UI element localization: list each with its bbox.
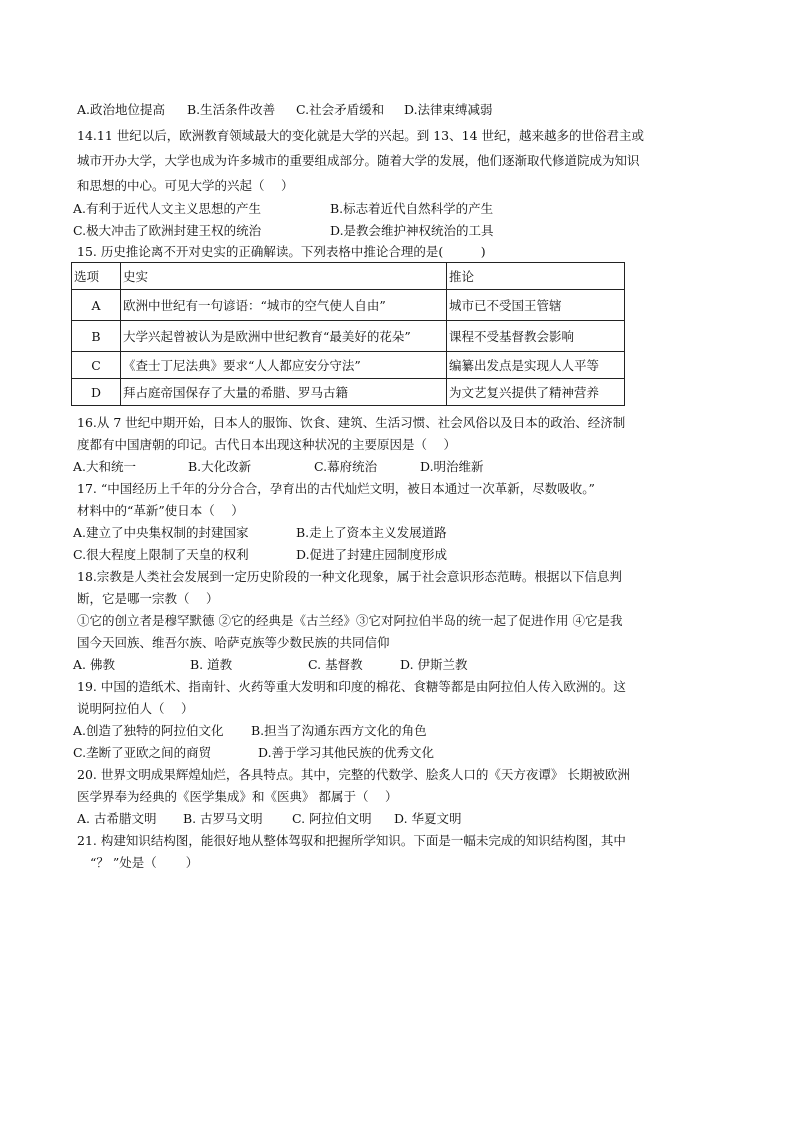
q13-option-d: D.法律束缚减弱	[404, 102, 493, 117]
q20-stem-line-2: 医学界奉为经典的《医学集成》和《医典》 都属于（ ）	[77, 789, 398, 804]
q14-stem-line-3: 和思想的中心。可见大学的兴起（ ）	[77, 178, 294, 193]
q16-option-b: B.大化改新	[188, 459, 252, 474]
q19-stem-line-2: 说明阿拉伯人（ ）	[77, 701, 194, 716]
q19-option-d: D.善于学习其他民族的优秀文化	[258, 745, 435, 760]
row-inference: 为文艺复兴提供了精神营养	[447, 379, 625, 406]
q18-stem-line-1: 18.宗教是人类社会发展到一定历史阶段的一种文化现象，属于社会意识形态范畴。根据以下信息判	[77, 569, 622, 584]
q13-option-b: B.生活条件改善	[187, 102, 276, 117]
row-inference: 课程不受基督教会影响	[447, 321, 625, 352]
q14-option-d: D.是教会维护神权统治的工具	[330, 223, 494, 238]
table-header-inference: 推论	[447, 263, 625, 290]
row-label: A	[72, 290, 121, 321]
table-row	[72, 290, 625, 321]
q13-option-a: A.政治地位提高	[77, 102, 166, 117]
row-fact: 欧洲中世纪有一句谚语：“城市的空气使人自由”	[121, 290, 447, 321]
q16-option-c: C.幕府统治	[314, 459, 378, 474]
q18-stem-line-2: 断，它是哪一宗教（ ）	[77, 591, 219, 606]
q18-option-d: D. 伊斯兰教	[400, 657, 468, 672]
q16-stem-line-1: 16.从 7 世纪中期开始，日本人的服饰、饮食、建筑、生活习惯、社会风俗以及日本的政治、经济制	[77, 415, 626, 430]
q17-stem-line-2: 材料中的“革新”使日本（ ）	[77, 503, 244, 518]
table-header-option: 选项	[72, 263, 121, 290]
q14-stem-line-1: 14.11 世纪以后，欧洲教育领域最大的变化就是大学的兴起。到 13、14 世纪，越来越多的世俗君主或	[77, 128, 645, 143]
q19-stem-line-1: 19. 中国的造纸术、指南针、火药等重大发明和印度的棉花、食糖等都是由阿拉伯人传入欧洲的。这	[77, 679, 626, 694]
row-fact: 《查士丁尼法典》要求“人人都应安分守法”	[121, 352, 447, 379]
row-inference: 编纂出发点是实现人人平等	[447, 352, 625, 379]
q20-option-c: C. 阿拉伯文明	[292, 811, 372, 826]
q14-option-b: B.标志着近代自然科学的产生	[330, 201, 494, 216]
q19-option-c: C.垄断了亚欧之间的商贸	[73, 745, 212, 760]
q16-stem-line-2: 度都有中国唐朝的印记。古代日本出现这种状况的主要原因是（ ）	[77, 437, 456, 452]
q14-option-a: A.有利于近代人文主义思想的产生	[73, 201, 262, 216]
row-fact: 大学兴起曾被认为是欧洲中世纪教育“最美好的花朵”	[121, 321, 447, 352]
row-label: C	[72, 352, 121, 379]
q18-stem-line-3: ①它的创立者是穆罕默德 ②它的经典是《古兰经》③它对阿拉伯半岛的统一起了促进作用 ④它是我	[77, 613, 623, 628]
row-label: B	[72, 321, 121, 352]
q18-option-c: C. 基督教	[308, 657, 363, 672]
row-inference: 城市已不受国王管辖	[447, 290, 625, 321]
q17-option-a: A.建立了中央集权制的封建国家	[73, 525, 249, 540]
table-header-fact: 史实	[121, 263, 447, 290]
q14-stem-line-2: 城市开办大学，大学也成为许多城市的重要组成部分。随着大学的发展，他们逐渐取代修道院成为知识	[77, 153, 640, 168]
q16-option-d: D.明治维新	[420, 459, 484, 474]
row-fact: 拜占庭帝国保存了大量的希腊、罗马古籍	[121, 379, 447, 406]
q19-option-b: B.担当了沟通东西方文化的角色	[251, 723, 427, 738]
q16-option-a: A.大和统一	[73, 459, 137, 474]
q15-table	[71, 262, 625, 406]
q17-option-c: C.很大程度上限制了天皇的权利	[73, 547, 249, 562]
q14-option-c: C.极大冲击了欧洲封建王权的统治	[73, 223, 262, 238]
q21-stem-line-1: 21. 构建知识结构图，能很好地从整体驾驭和把握所学知识。下面是一幅未完成的知识结构图，其中	[77, 833, 626, 848]
q21-stem-line-2: “？ ”处是（ ）	[90, 855, 199, 870]
q13-option-c: C.社会矛盾缓和	[296, 102, 385, 117]
q17-option-d: D.促进了封建庄园制度形成	[296, 547, 448, 562]
q20-option-b: B. 古罗马文明	[183, 811, 263, 826]
table-row	[72, 321, 625, 352]
q20-option-a: A. 古希腊文明	[77, 811, 157, 826]
q15-stem: 15. 历史推论离不开对史实的正确解读。下列表格中推论合理的是( )	[77, 244, 486, 259]
table-row	[72, 352, 625, 379]
row-label: D	[72, 379, 121, 406]
q20-stem-line-1: 20. 世界文明成果辉煌灿烂，各具特点。其中，完整的代数学、脍炙人口的《天方夜谭》 长期被欧洲	[77, 767, 630, 782]
q18-option-b: B. 道教	[190, 657, 233, 672]
q20-option-d: D. 华夏文明	[394, 811, 462, 826]
q17-option-b: B.走上了资本主义发展道路	[296, 525, 447, 540]
table-header-row	[72, 263, 625, 290]
q18-stem-line-4: 国今天回族、维吾尔族、哈萨克族等少数民族的共同信仰	[77, 635, 390, 650]
table-row	[72, 379, 625, 406]
q18-option-a: A. 佛教	[73, 657, 115, 672]
q19-option-a: A.创造了独特的阿拉伯文化	[73, 723, 224, 738]
q17-stem-line-1: 17. “中国经历上千年的分分合合，孕育出的古代灿烂文明，被日本通过一次革新，尽数吸收。”	[77, 481, 595, 496]
